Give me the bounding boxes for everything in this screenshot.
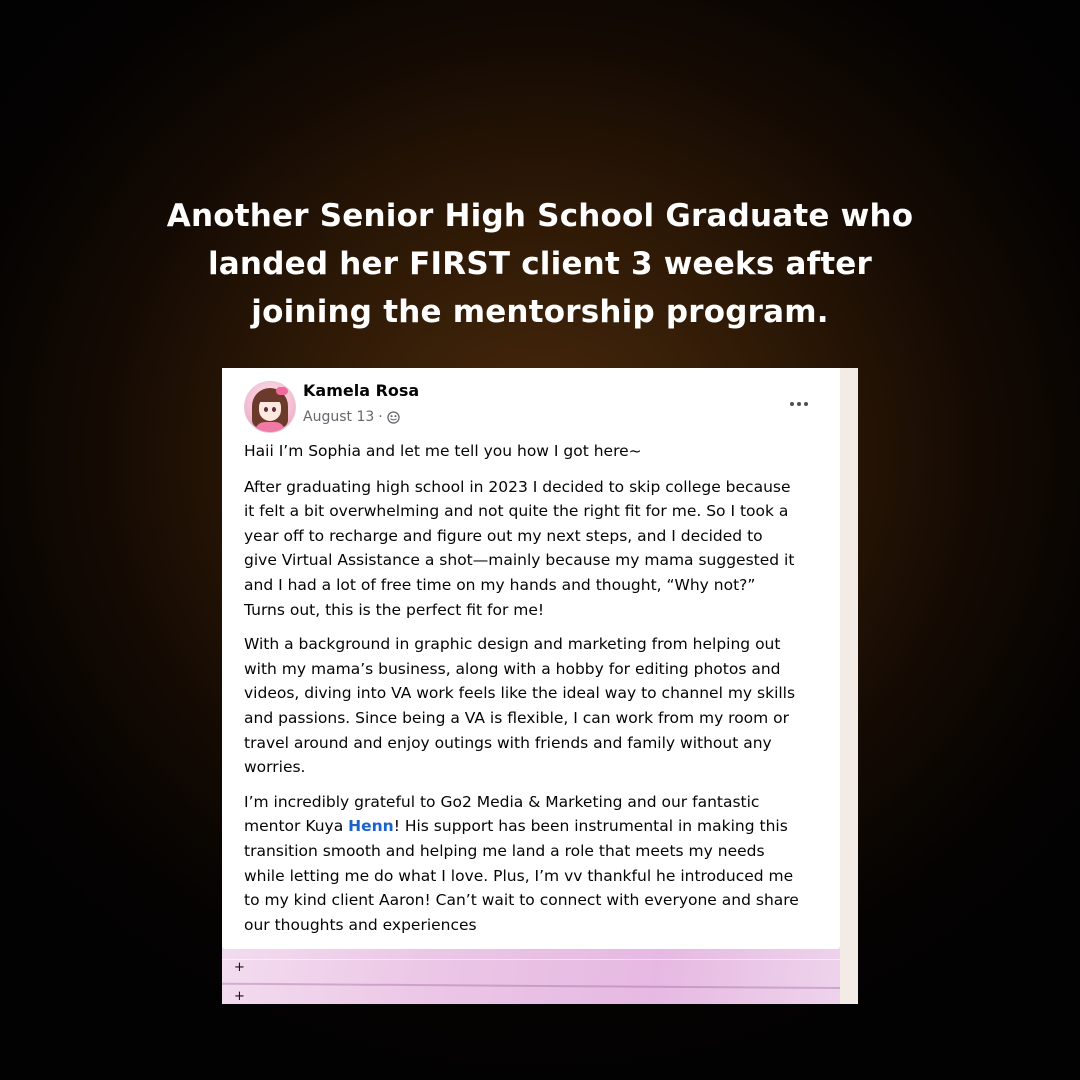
post-line: and passions. Since being a VA is flexible, I can work from my room or	[244, 708, 790, 727]
headline-line-2: landed her FIRST client 3 weeks after	[207, 246, 872, 282]
post-author-name[interactable]: Kamela Rosa	[303, 381, 420, 400]
post-body	[244, 439, 828, 937]
post-line: I’m incredibly grateful to Go2 Media & Marketing and our fantastic	[244, 792, 760, 811]
post-line: while letting me do what I love. Plus, I’m vv thankful he introduced me	[244, 866, 794, 885]
post-image-preview[interactable]	[222, 949, 840, 1004]
post-paragraph-3	[244, 632, 828, 780]
post-line: to my kind client Aaron! Can’t wait to connect with everyone and share	[244, 891, 799, 910]
post-meta	[303, 409, 400, 425]
post-line: and I had a lot of free time on my hands and thought, “Why not?”	[244, 575, 756, 594]
post-line: transition smooth and helping me land a role that meets my needs	[244, 841, 765, 860]
post-line: our thoughts and experiences	[244, 915, 477, 934]
post-line: year off to recharge and figure out my next steps, and I decided to	[244, 526, 763, 545]
post-line: worries.	[244, 758, 306, 777]
more-options-button[interactable]	[780, 390, 818, 418]
headline-line-1: Another Senior High School Graduate who	[166, 198, 914, 234]
post-paragraph-1: Haii I’m Sophia and let me tell you how I got here~	[244, 442, 642, 460]
post-line: After graduating high school in 2023 I decided to skip college because	[244, 477, 791, 496]
more-options-icon	[790, 402, 794, 406]
sparkle-icon: +	[234, 989, 245, 1004]
avatar[interactable]	[244, 381, 296, 433]
post-paragraph-2	[244, 475, 828, 623]
headline-line-3: joining the mentorship program.	[251, 294, 829, 330]
post-text: mentor Kuya	[244, 817, 349, 836]
post-line: travel around and enjoy outings with friends and family without any	[244, 733, 772, 752]
globe-icon	[387, 411, 400, 424]
post-line: videos, diving into VA work feels like the ideal way to channel my skills	[244, 684, 796, 703]
post-paragraph-4	[244, 790, 828, 938]
post-line: With a background in graphic design and marketing from helping out	[244, 635, 781, 654]
headline	[90, 192, 990, 336]
post-text: ! His support has been instrumental in making this	[393, 817, 788, 836]
card-edge	[840, 368, 858, 1004]
post-line: it felt a bit overwhelming and not quite the right fit for me. So I took a	[244, 502, 789, 521]
meta-separator: ·	[378, 409, 383, 425]
post-line: give Virtual Assistance a shot—mainly because my mama suggested it	[244, 551, 795, 570]
post-date[interactable]: August 13	[303, 409, 375, 425]
mention-link-henn[interactable]: Henn	[348, 817, 394, 836]
sparkle-icon: +	[234, 960, 245, 975]
post-screenshot-card	[222, 368, 858, 1004]
post-line	[244, 814, 828, 839]
facebook-post	[222, 368, 840, 949]
post-line: Turns out, this is the perfect fit for me!	[244, 600, 545, 619]
post-line: with my mama’s business, along with a hobby for editing photos and	[244, 659, 781, 678]
